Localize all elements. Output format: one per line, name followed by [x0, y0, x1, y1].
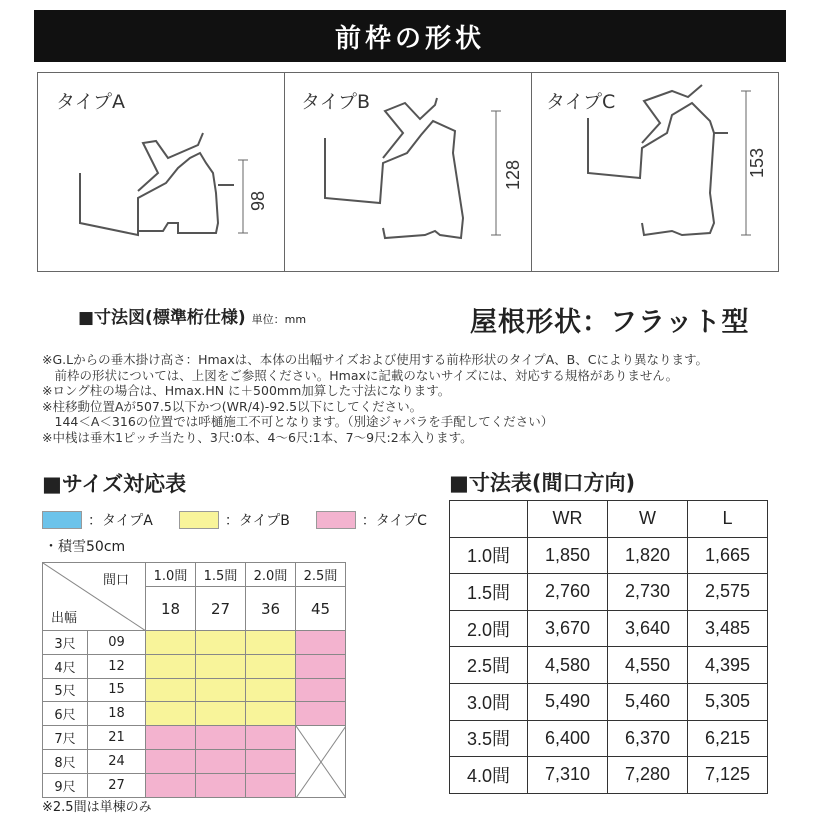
type-b-cell [196, 702, 246, 726]
type-b-cell [246, 678, 296, 702]
table-row [450, 720, 768, 757]
type-b-cell [246, 702, 296, 726]
unavailable-cell [296, 726, 346, 797]
type-c-label: タイプC [546, 91, 616, 113]
note-line: ※ロング柱の場合は、Hmax.HN に＋500mm加算した寸法になります。 [42, 383, 451, 398]
note-line: ※柱移動位置Aが507.5以下かつ(WR/4)-92.5以下にしてください。 [42, 398, 423, 414]
depth-code: 24 [88, 749, 146, 773]
cell-l: 3,485 [688, 610, 768, 647]
cell-l: 4,395 [688, 647, 768, 684]
legend-swatch-type-b [179, 511, 219, 529]
table-row [43, 631, 346, 655]
type-c-cell [196, 749, 246, 773]
depth-label: 出幅 [51, 611, 78, 626]
depth-shaku: 4尺 [43, 654, 88, 678]
legend-item-type-a [42, 510, 153, 530]
table-row [450, 757, 768, 794]
row-label: 4.0間 [450, 757, 528, 794]
cell-l: 5,305 [688, 683, 768, 720]
row-label: 2.0間 [450, 610, 528, 647]
size-table-title: ■サイズ対応表 [42, 472, 187, 496]
note-line: ※中桟は垂木1ピッチ当たり、3尺:0本、4〜6尺:1本、7〜9尺:2本入ります。 [42, 429, 473, 445]
depth-code: 18 [88, 702, 146, 726]
type-c-cell [296, 631, 346, 655]
frame-types-panel [37, 72, 779, 272]
cell-l: 6,215 [688, 720, 768, 757]
frontage-label: 間口 [103, 573, 130, 588]
blank-header [450, 501, 528, 538]
frontage-code: 18 [146, 587, 196, 631]
unavailable-cross-icon [296, 726, 346, 798]
type-b-cell [196, 654, 246, 678]
type-b-cell [146, 702, 196, 726]
table-header-row [450, 501, 768, 538]
frontage-header: 2.0間 [246, 563, 296, 587]
type-a-label: タイプA [56, 91, 126, 113]
column-header-l: L [688, 501, 768, 538]
table-row [450, 537, 768, 574]
banner-title: 前枠の形状 [334, 23, 485, 54]
type-c-cell [196, 773, 246, 797]
legend-item-type-b [179, 510, 290, 530]
dim-table-title: ■寸法表(間口方向) [449, 471, 636, 495]
cell-w: 3,640 [608, 610, 688, 647]
column-header-wr: WR [528, 501, 608, 538]
dimension-diagram-caption [78, 303, 306, 328]
dimension-table [449, 500, 768, 794]
table-row [450, 647, 768, 684]
type-b-cell [146, 654, 196, 678]
type-c-cell [246, 773, 296, 797]
type-c-cell [246, 749, 296, 773]
type-b-cell [146, 631, 196, 655]
depth-shaku: 5尺 [43, 678, 88, 702]
cell-wr: 7,310 [528, 757, 608, 794]
depth-shaku: 9尺 [43, 773, 88, 797]
depth-code: 21 [88, 726, 146, 750]
table-row [43, 726, 346, 750]
cell-wr: 6,400 [528, 720, 608, 757]
depth-shaku: 7尺 [43, 726, 88, 750]
table-row [450, 610, 768, 647]
frontage-code: 27 [196, 587, 246, 631]
cell-wr: 2,760 [528, 574, 608, 611]
column-header-w: W [608, 501, 688, 538]
depth-code: 12 [88, 654, 146, 678]
table-row [43, 702, 346, 726]
type-a-panel [38, 73, 285, 271]
cell-l: 2,575 [688, 574, 768, 611]
caption-title: ■寸法図(標準桁仕様) [78, 308, 246, 328]
type-b-panel [285, 73, 532, 271]
type-b-dimension: 128 [503, 159, 523, 191]
cell-wr: 5,490 [528, 683, 608, 720]
type-b-cell [246, 654, 296, 678]
cell-l: 7,125 [688, 757, 768, 794]
frontage-header: 1.0間 [146, 563, 196, 587]
type-b-cell [196, 678, 246, 702]
type-b-profile-diagram [285, 73, 528, 273]
type-c-cell [296, 702, 346, 726]
type-c-cell [146, 726, 196, 750]
cell-wr: 1,850 [528, 537, 608, 574]
depth-code: 09 [88, 631, 146, 655]
type-a-profile-diagram [38, 73, 281, 273]
type-c-profile-diagram [532, 73, 775, 273]
table-row [43, 678, 346, 702]
depth-shaku: 8尺 [43, 749, 88, 773]
frontage-code: 36 [246, 587, 296, 631]
cell-w: 2,730 [608, 574, 688, 611]
size-legend [42, 510, 427, 530]
size-table-footnote: ※2.5間は単棟のみ [42, 800, 152, 815]
row-label: 1.0間 [450, 537, 528, 574]
row-label: 3.5間 [450, 720, 528, 757]
note-line: ※G.Lからの垂木掛け高さ：Hmaxは、本体の出幅サイズおよび使用する前枠形状のタイプA、B、Cにより異なります。 [42, 352, 708, 367]
page-banner [34, 10, 786, 62]
type-b-cell [246, 631, 296, 655]
table-row [450, 683, 768, 720]
note-line: 前枠の形状については、上図をご参照ください。Hmaxに記載のないサイズには、対応する規格がありません。 [42, 367, 679, 383]
legend-label: ：タイプA [88, 513, 153, 529]
depth-shaku: 3尺 [43, 631, 88, 655]
corner-header-cell [43, 563, 146, 631]
depth-code: 15 [88, 678, 146, 702]
row-label: 3.0間 [450, 683, 528, 720]
depth-shaku: 6尺 [43, 702, 88, 726]
legend-label: ：タイプB [224, 513, 290, 529]
frontage-code: 45 [296, 587, 346, 631]
legend-item-type-c [316, 510, 427, 530]
table-row [43, 654, 346, 678]
cell-w: 4,550 [608, 647, 688, 684]
size-compatibility-table [42, 562, 346, 798]
caption-unit: 単位：mm [251, 313, 307, 326]
note-line: 144＜A＜316の位置では呼樋施工不可となります。（別途ジャバラを手配してください） [42, 414, 554, 429]
type-b-cell [146, 678, 196, 702]
type-c-cell [196, 726, 246, 750]
roof-shape-title: 屋根形状：フラット型 [470, 307, 750, 338]
legend-swatch-type-c [316, 511, 356, 529]
table-row [450, 574, 768, 611]
legend-label: ：タイプC [361, 513, 427, 529]
depth-code: 27 [88, 773, 146, 797]
frontage-header: 2.5間 [296, 563, 346, 587]
type-b-cell [196, 631, 246, 655]
cell-wr: 4,580 [528, 647, 608, 684]
cell-w: 7,280 [608, 757, 688, 794]
cell-w: 6,370 [608, 720, 688, 757]
row-label: 1.5間 [450, 574, 528, 611]
cell-l: 1,665 [688, 537, 768, 574]
notes-block [42, 352, 708, 445]
type-c-cell [146, 749, 196, 773]
type-c-panel [532, 73, 778, 271]
cell-w: 1,820 [608, 537, 688, 574]
type-c-cell [246, 726, 296, 750]
row-label: 2.5間 [450, 647, 528, 684]
legend-swatch-type-a [42, 511, 82, 529]
type-c-cell [296, 678, 346, 702]
type-c-cell [146, 773, 196, 797]
cell-wr: 3,670 [528, 610, 608, 647]
type-c-cell [296, 654, 346, 678]
type-c-dimension: 153 [747, 147, 767, 179]
frontage-header: 1.5間 [196, 563, 246, 587]
snow-load-label: ・積雪50cm [44, 539, 126, 555]
type-b-label: タイプB [301, 91, 371, 113]
cell-w: 5,460 [608, 683, 688, 720]
type-a-dimension: 98 [248, 190, 268, 212]
